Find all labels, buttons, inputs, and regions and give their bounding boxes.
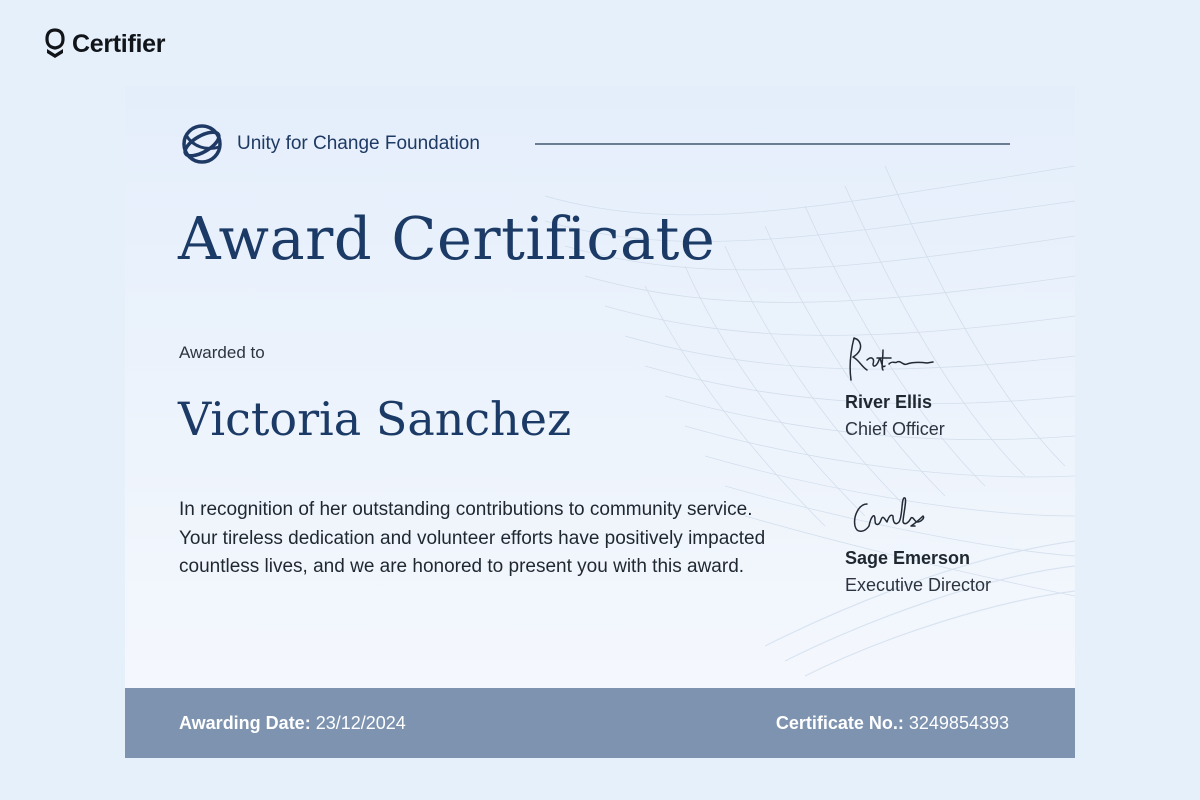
- brand-header: [44, 28, 165, 60]
- certifier-logo-icon: [44, 28, 66, 60]
- header-divider: [535, 143, 1010, 145]
- signer-name: Sage Emerson: [845, 548, 971, 568]
- signer-name: River Ellis: [845, 392, 933, 412]
- award-description: In recognition of her outstanding contributions to community service. Your tireless dedication and volunteer efforts have positively impacted countless lives, and we are honored to present you with this award.: [179, 499, 766, 577]
- globe-logo-icon: [179, 121, 225, 167]
- signer-role: Executive Director: [845, 575, 992, 595]
- certificate-footer: [125, 688, 1075, 758]
- organization-name: Unity for Change Foundation: [237, 133, 480, 154]
- brand-name: Certifier: [72, 29, 166, 58]
- certificate-card: [125, 86, 1075, 758]
- certificate-number-label: Certificate No.:: [775, 713, 904, 733]
- signature-sage-emerson: [845, 486, 945, 544]
- certificate-title: Award Certificate: [178, 204, 716, 273]
- signer-role: Chief Officer: [845, 419, 945, 439]
- awarding-date: [179, 713, 406, 734]
- recipient-name: Victoria Sanchez: [178, 392, 572, 446]
- awarded-to-label: Awarded to: [179, 343, 265, 362]
- organization-header: [179, 121, 480, 167]
- awarding-date-label: Awarding Date:: [179, 713, 311, 733]
- signer-block-2: [845, 486, 991, 596]
- signer-block-1: [845, 330, 945, 440]
- certificate-number: [776, 713, 1009, 734]
- awarding-date-value: 23/12/2024: [315, 713, 406, 733]
- signature-river-ellis: [845, 330, 945, 388]
- certificate-number-value: 3249854393: [908, 713, 1009, 733]
